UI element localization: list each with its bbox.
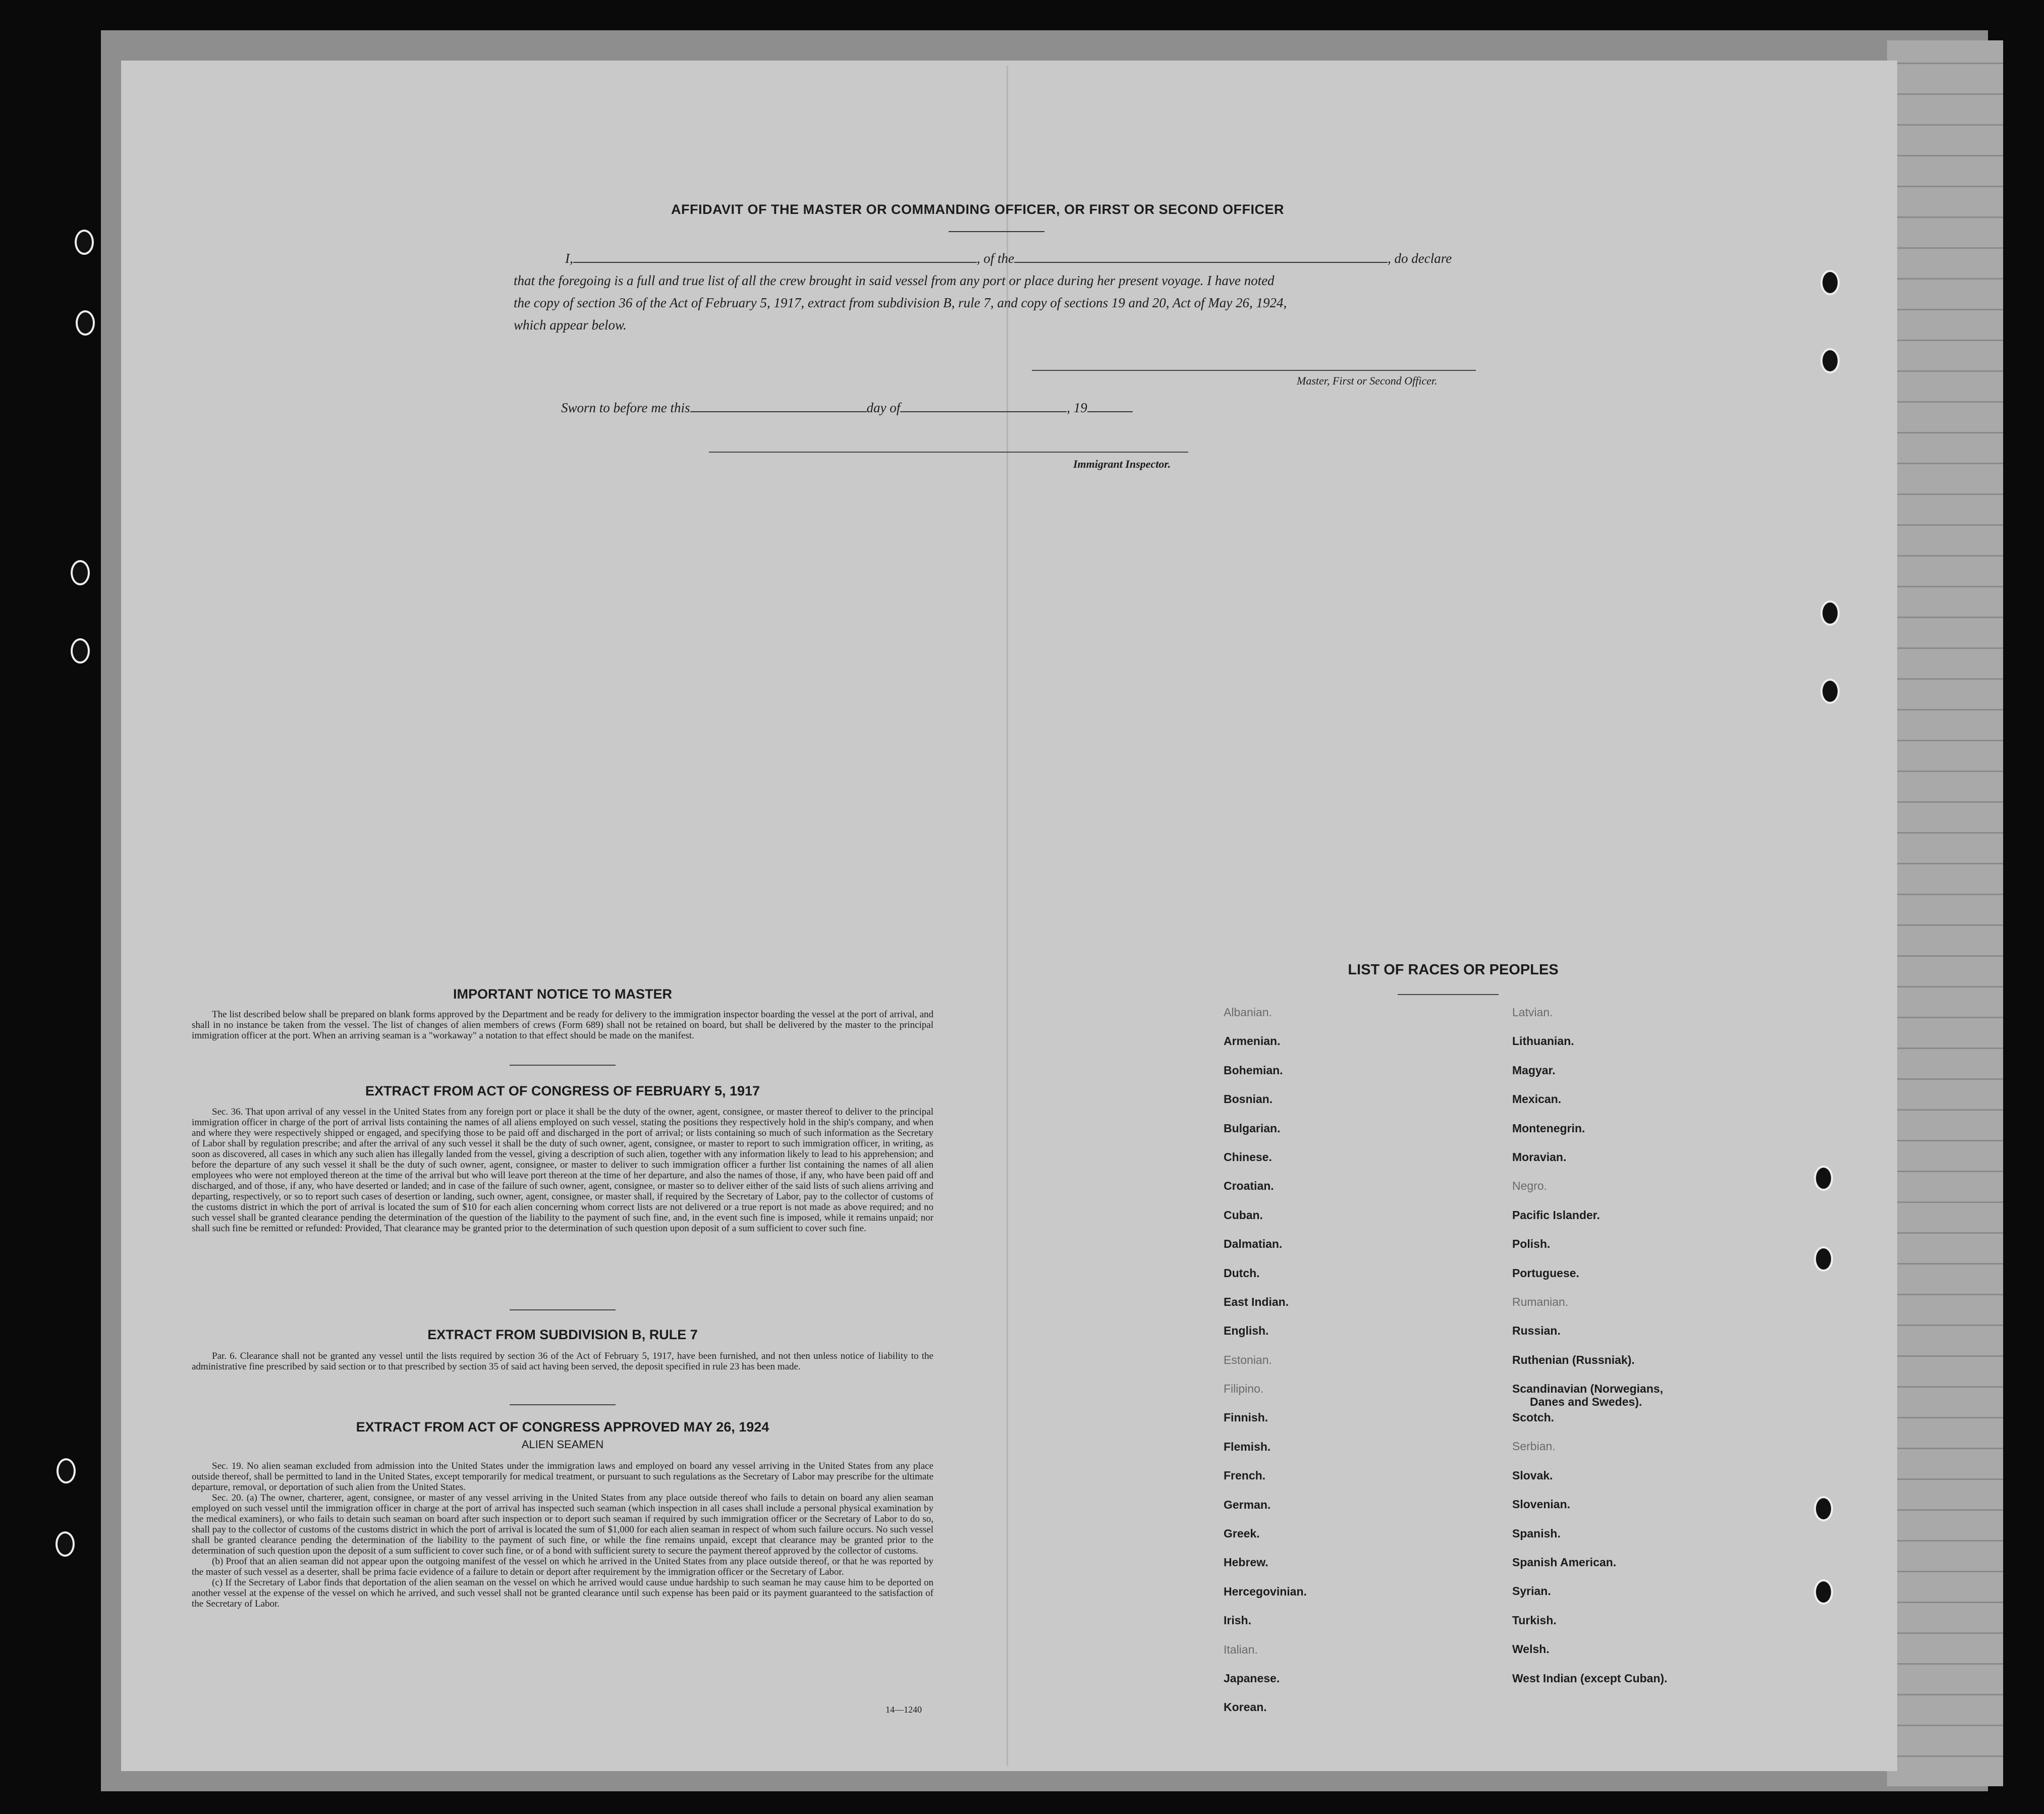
binder-hole-icon [57, 1458, 76, 1483]
race-item: Portuguese. [1512, 1266, 1579, 1280]
binder-hole-icon [1820, 600, 1840, 626]
center-fold [1007, 66, 1008, 1766]
race-item: Serbian. [1512, 1440, 1556, 1453]
binder-hole-icon [1814, 1166, 1833, 1191]
affidavit-title: AFFIDAVIT OF THE MASTER OR COMMANDING OFFICER, OR FIRST OR SECOND OFFICER [671, 202, 1284, 217]
race-item: Ruthenian (Russniak). [1512, 1353, 1635, 1366]
race-item: Scotch. [1512, 1411, 1555, 1424]
race-item: French. [1224, 1469, 1266, 1482]
race-item: Slovak. [1512, 1468, 1553, 1482]
binder-hole-icon [1820, 679, 1840, 704]
race-item: Italian. [1224, 1642, 1258, 1656]
race-item: Greek. [1224, 1527, 1260, 1541]
binder-hole-icon [56, 1531, 75, 1557]
sworn-month-field[interactable] [900, 401, 1067, 412]
race-item: English. [1224, 1324, 1269, 1338]
notice-text: The list described below shall be prepared on blank forms approved by the Department and be ready for delivery to the immigration inspector boarding the vessel at the port of arrival, and shall in no instance be taken from the vessel. The list of changes of alien members of crews (Form 689) shall not be retained on board, but shall be delivered by the master to the principal immigration officer at the port. When an arriving seaman is a "workaway" a notation to that effect should be made on the manifest. [192, 1009, 933, 1041]
race-item: Rumanian. [1512, 1295, 1569, 1308]
race-item: Japanese. [1224, 1671, 1280, 1685]
race-item: Bulgarian. [1224, 1121, 1281, 1135]
race-item: Armenian. [1224, 1034, 1281, 1048]
vessel-name-field[interactable] [1014, 252, 1388, 263]
inspector-signature-label: Immigrant Inspector. [1073, 458, 1171, 470]
race-item: East Indian. [1224, 1295, 1289, 1308]
sworn-prefix: Sworn to before me this [561, 400, 690, 415]
race-item: Slovenian. [1512, 1498, 1571, 1511]
affidavit-text-line-3: the copy of section 36 of the Act of February 5, 1917, extract from subdivision B, rule 7, and copy of sections 19 and 20, Act of May 26, 1924, [514, 295, 1287, 310]
sworn-year-field[interactable] [1087, 401, 1133, 412]
extract-1924-title: EXTRACT FROM ACT OF CONGRESS APPROVED MAY 26, 1924 [356, 1419, 769, 1435]
race-item: Bohemian. [1224, 1063, 1283, 1077]
race-item: Moravian. [1512, 1150, 1567, 1164]
affidavit-i-label: I, [565, 251, 573, 266]
extract-1924-header [192, 1419, 933, 1451]
race-item: Cuban. [1224, 1208, 1263, 1222]
inspector-signature-line[interactable] [709, 452, 1188, 453]
section-rule [510, 1309, 616, 1310]
races-list-title: LIST OF RACES OR PEOPLES [1348, 962, 1559, 978]
binder-hole-icon [76, 310, 95, 336]
race-item: Filipino. [1224, 1382, 1264, 1396]
race-item: German. [1224, 1498, 1271, 1511]
master-signature-label: Master, First or Second Officer. [1297, 374, 1438, 387]
extract-1924-subtitle: ALIEN SEAMEN [521, 1438, 604, 1451]
section-20b-text: (b) Proof that an alien seaman did not appear upon the outgoing manifest of the vessel on which he arrived in the United States from any place outside thereof, or that he was reported by the master of such vessel as a deserter, shall be prima facie evidence of a failure to detain or deport after requirement by the immigration officer or the Secretary of Labor. [192, 1556, 933, 1577]
sworn-day-field[interactable] [690, 401, 867, 412]
race-item: Welsh. [1512, 1642, 1550, 1656]
races-title-rule [1398, 994, 1499, 995]
section-19-text: Sec. 19. No alien seaman excluded from admission into the United States under the immigration laws and employed on board any vessel arriving in the United States from any place outside thereof, shall be permitted to land in the United States, except temporarily for medical treatment, or pursuant to such regulations as the Secretary of Labor may prescribe for the ultimate departure, removal, or deportation of such alien from the United States. [192, 1461, 933, 1493]
race-item: Flemish. [1224, 1440, 1271, 1453]
form-number: 14—1240 [886, 1705, 922, 1715]
race-item: Montenegrin. [1512, 1121, 1585, 1135]
race-item: Polish. [1512, 1237, 1551, 1251]
race-item: Estonian. [1224, 1353, 1272, 1366]
section-20a-text: Sec. 20. (a) The owner, charterer, agent, consignee, or master of any vessel arriving in the United States from any place outside thereof who fails to detain on board any alien seaman employed on such vessel until the immigration officer in charge at the port of arrival has inspected such seaman (which inspection in all cases shall include a personal physical examination by the medical examiners), or who fails to detain such seaman on board after such inspection or to deport such seaman if required by such immigration officer or the Secretary of Labor to do so, shall pay to the collector of customs of the customs district in which the port of arrival is located the sum of $1,000 for each alien seaman in respect of whom such failure occurs. No such vessel shall be granted clearance pending the determination of the liability to the payment of such fine, or while the fine remains unpaid, except that clearance may be granted prior to the determination of such question upon the deposit of a sum sufficient to cover such fine, or of a bond with sufficient surety to secure the payment thereof approved by the collector of customs. [192, 1493, 933, 1556]
binder-hole-icon [71, 638, 90, 664]
race-item: West Indian (except Cuban). [1512, 1671, 1668, 1685]
binder-hole-icon [1820, 348, 1840, 373]
race-item: Hercegovinian. [1224, 1584, 1307, 1598]
race-item: Mexican. [1512, 1092, 1562, 1106]
section-rule [510, 1404, 616, 1405]
race-item: Spanish American. [1512, 1556, 1617, 1569]
extract-1917-title: EXTRACT FROM ACT OF CONGRESS OF FEBRUARY 5, 1917 [365, 1083, 760, 1098]
race-item: Finnish. [1224, 1411, 1268, 1424]
race-item: Spanish. [1512, 1526, 1561, 1540]
race-item: Bosnian. [1224, 1092, 1273, 1106]
extract-1917-text: Sec. 36. That upon arrival of any vessel in the United States from any foreign port or place it shall be the duty of the owner, agent, consignee, or master thereof to deliver to the principal immigration officer in charge of the port of arrival lists containing the names of all aliens employed on such vessel, stating the positions they respectively hold in the ship's company, and when and where they were respectively shipped or engaged, and specifying those to be paid off and discharged in the port of arrival; or lists containing so much of such information as the Secretary of Labor shall by regulation prescribe; and after the arrival of any such vessel it shall be the duty of such owner, agent, consignee, or master to report to such immigration officer, in writing, as soon as discovered, all cases in which any such alien has illegally landed from the vessel, giving a description of such alien, together with any information likely to lead to his apprehension; and before the departure of any such vessel it shall be the duty of such owner, agent, consignee, or master to deliver to such immigration officer a further list containing the names of all alien employees who were not employed thereon at the time of the arrival but who will leave port thereon at the time of her departure, and also the names of those, if any, who have been paid off and discharged, and of those, if any, who have deserted or landed; and in case of the failure of such owner, agent, consignee, or master so to deliver either of the said lists of such aliens arriving and departing, respectively, or so to report such cases of desertion or landing, such owner, agent, consignee, or master shall, if required by the Secretary of Labor, pay to the collector of customs of the customs district in which the port of arrival is located the sum of $10 for each alien concerning whom correct lists are not delivered or a true report is not made as above required; and no such vessel shall be granted clearance pending the determination of the question of the liability to the payment of such fine, and, in the event such fine is imposed, while it remains unpaid; nor shall such fine be remitted or refunded: Provided, That clearance may be granted prior to the determination of such question upon deposit of a sum sufficient to cover such fine. [192, 1107, 933, 1234]
title-rule [949, 231, 1044, 232]
race-item: Magyar. [1512, 1063, 1556, 1077]
race-item: Irish. [1224, 1614, 1251, 1627]
sworn-line [561, 400, 1133, 416]
affidavit-text-line-2: that the foregoing is a full and true list of all the crew brought in said vessel from any port or place during her present voyage. I have noted [514, 273, 1275, 288]
race-item: Negro. [1512, 1179, 1548, 1193]
race-item: Hebrew. [1224, 1556, 1268, 1569]
binder-hole-icon [1820, 270, 1840, 295]
master-name-field[interactable] [573, 252, 977, 263]
race-item: Lithuanian. [1512, 1034, 1574, 1048]
race-item: Danes and Swedes). [1530, 1395, 1642, 1409]
race-item: Scandinavian (Norwegians, [1512, 1382, 1664, 1396]
notice-title: IMPORTANT NOTICE TO MASTER [453, 986, 672, 1002]
race-item: Dalmatian. [1224, 1237, 1283, 1251]
race-item: Korean. [1224, 1700, 1267, 1714]
binder-hole-icon [75, 230, 94, 255]
section-rule [510, 1065, 616, 1066]
section-20c-text: (c) If the Secretary of Labor finds that deportation of the alien seaman on the vessel on which he arrived would cause undue hardship to such seaman he may cause him to be deported on another vessel at the expense of the vessel on which he arrived, and such vessel shall not be granted clearance until such expense has been paid or its payment guaranteed to the satisfaction of the Secretary of Labor. [192, 1577, 933, 1609]
binder-hole-icon [71, 560, 90, 585]
stacked-pages-edge [1887, 40, 2003, 1786]
race-item: Albanian. [1224, 1006, 1272, 1019]
extract-rule7-title: EXTRACT FROM SUBDIVISION B, RULE 7 [427, 1327, 698, 1342]
extract-1924-text [192, 1461, 933, 1609]
binder-hole-icon [1814, 1579, 1833, 1605]
extract-rule7-text: Par. 6. Clearance shall not be granted any vessel until the lists required by section 36 of the Act of February 5, 1917, have been furnished, and not then unless notice of liability to the administrative fine prescribed by said section or to that prescribed by section 35 of said act having been served, the deposit specified in rule 23 has been made. [192, 1351, 933, 1372]
race-item: Syrian. [1512, 1584, 1551, 1598]
races-right-column [1512, 1006, 1668, 1700]
affidavit-declare-label: , do declare [1388, 251, 1452, 266]
race-item: Russian. [1512, 1324, 1561, 1338]
race-item: Chinese. [1224, 1150, 1272, 1164]
affidavit-text-line-4: which appear below. [514, 317, 627, 333]
race-item: Dutch. [1224, 1266, 1260, 1280]
race-item: Turkish. [1512, 1613, 1557, 1627]
binder-hole-icon [1814, 1246, 1833, 1272]
races-left-column [1224, 1006, 1307, 1730]
sworn-day-label: day of [866, 400, 901, 415]
affidavit-of-label: , of the [976, 251, 1014, 266]
master-signature-line[interactable] [1032, 370, 1476, 371]
race-item: Croatian. [1224, 1179, 1274, 1193]
race-item: Latvian. [1512, 1006, 1553, 1019]
affidavit-declaration-line [565, 251, 1452, 266]
binder-hole-icon [1814, 1496, 1833, 1521]
sworn-year-label: , 19 [1067, 400, 1087, 415]
race-item: Pacific Islander. [1512, 1208, 1600, 1222]
